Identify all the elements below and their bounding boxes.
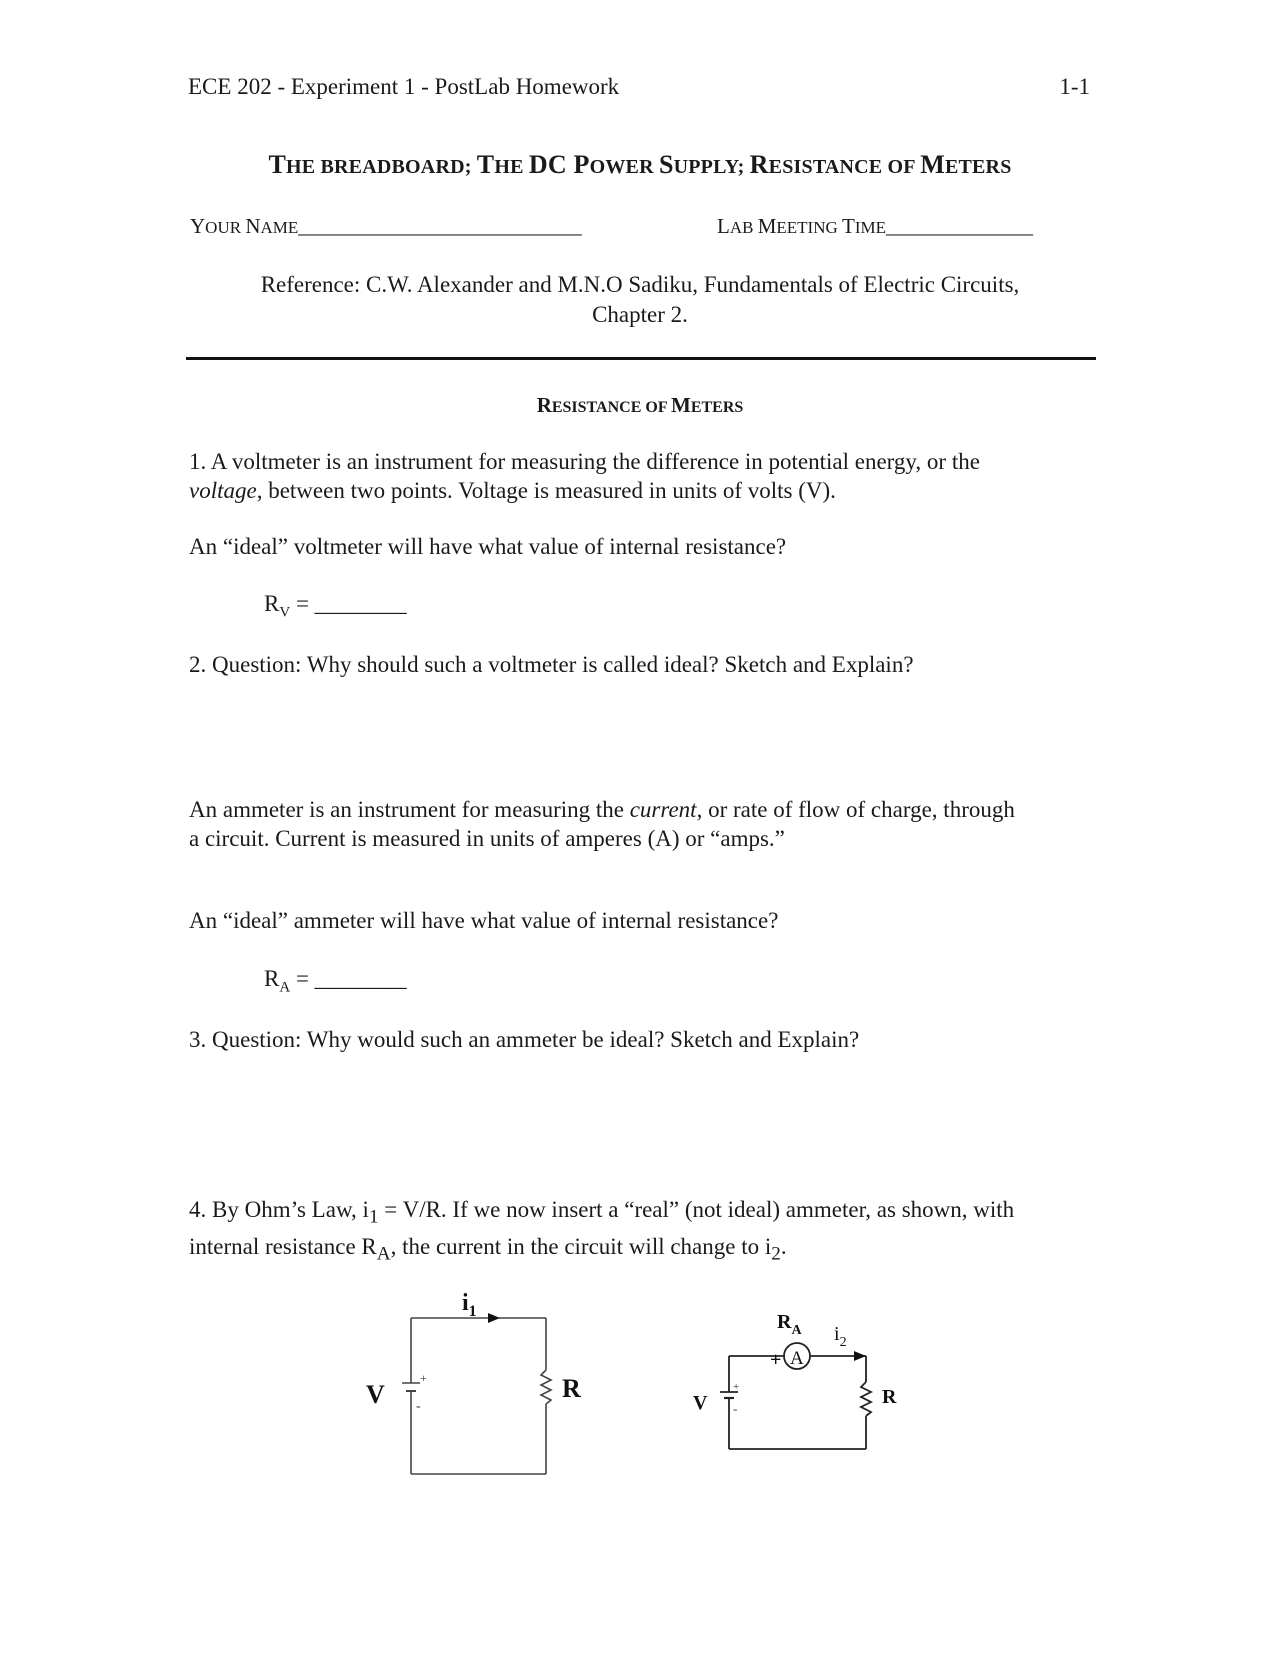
label-sub: 1 [468,1303,477,1320]
voltmeter-prompt: An “ideal” voltmeter will have what value of internal resistance? [189,534,787,559]
ammeter-symbol: A [790,1348,804,1369]
symbol: R [264,591,280,616]
heading-part: ESISTANCE OF [551,399,671,416]
ammeter-plus: + [770,1349,782,1371]
text-span: 4. By Ohm’s Law, i [189,1197,369,1222]
title-part: T [476,150,495,179]
italic-term: current [629,797,697,822]
plus-sign: + [420,1371,427,1385]
title-part: P [573,150,590,179]
title-part: T [268,150,286,179]
title-part: S [658,150,674,179]
title-part: DC [528,150,574,179]
title-part: HE BREADBOARD; [286,156,477,178]
subscript: 1 [368,1206,379,1228]
title-part: ESISTANCE OF [768,156,921,178]
heading-part: R [536,393,552,417]
reference-line: Reference: C.W. Alexander and M.N.O Sadiku, Fundamentals of Electric Circuits, [260,272,1020,297]
field-label-part: OUR [205,218,246,237]
resistor [861,1382,871,1416]
subscript: A [376,1243,391,1265]
current-label [462,1290,477,1320]
text-span: = V/R. If we now insert a “real” (not ideal) ammeter, as shown, with [378,1197,1015,1222]
minus-sign: - [733,1401,738,1416]
label-sub: 2 [839,1335,847,1350]
text-span: . [780,1233,787,1259]
field-label-part: T [842,214,855,238]
subscript: V [279,604,291,621]
title-part: UPPLY; [673,156,750,178]
heading-part: ETERS [690,399,744,416]
label-main: i [462,1290,469,1316]
title-part: R [749,150,769,179]
field-label-part: N [245,214,261,238]
ammeter-line: a circuit. Current is measured in units of amperes (A) or “amps.” [189,826,785,851]
resistor-label: R [562,1374,581,1403]
text-span: , between two points. Voltage is measured in units of volts (V). [256,478,836,503]
current-arrow [854,1351,866,1361]
resistor [541,1370,551,1404]
header-title: ECE 202 - Experiment 1 - PostLab Homework [188,74,620,99]
title-part: OWER [589,156,659,178]
title-part: HE [494,156,529,178]
answer-blank[interactable]: = ________ [290,966,407,991]
field-label-part: AB [729,218,758,237]
question-1-line: 1. A voltmeter is an instrument for measuring the difference in potential energy, or the [189,449,980,474]
field-label-part: IME [854,218,887,237]
voltage-label: V [693,1392,708,1414]
ammeter-label [777,1311,802,1338]
title-part: M [920,150,945,179]
reference-line: Chapter 2. [592,302,688,327]
field-label-part: EETING [776,218,843,237]
question-2: 2. Question: Why should such a voltmeter is called ideal? Sketch and Explain? [189,652,914,677]
plus-sign: + [733,1381,740,1393]
field-label-part: AME [260,218,299,237]
italic-term: voltage [189,478,257,503]
current-arrow [488,1313,500,1323]
field-label-part: Y [190,214,206,238]
page-number: 1-1 [1059,74,1090,99]
symbol: R [264,966,280,991]
text-span: , the current in the circuit will change to i [390,1233,772,1259]
title-part: ETERS [944,156,1012,178]
circuit-1 [402,1318,551,1474]
text-span: An ammeter is an instrument for measuring the [189,797,630,822]
subscript: A [279,979,291,996]
label-main: i [834,1323,840,1345]
voltage-label: V [366,1380,385,1409]
field-label-part: L [717,214,730,238]
heading-part: M [671,393,691,417]
text-span: internal resistance R [189,1233,377,1259]
subscript: 2 [771,1243,781,1265]
text-span: , or rate of flow of charge, through [696,797,1015,822]
question-3: 3. Question: Why would such an ammeter be ideal? Sketch and Explain? [189,1027,860,1052]
time-blank-line[interactable]: ______________ [886,214,1034,238]
label-sub: A [791,1323,802,1338]
minus-sign: - [416,1399,421,1414]
current-label [834,1323,847,1350]
field-label-part: M [757,214,777,238]
name-blank-line[interactable]: ___________________________ [298,214,582,238]
resistor-label: R [882,1386,897,1408]
answer-blank[interactable]: = ________ [290,591,407,616]
label-main: R [777,1311,792,1333]
ammeter-prompt: An “ideal” ammeter will have what value of internal resistance? [189,908,779,933]
